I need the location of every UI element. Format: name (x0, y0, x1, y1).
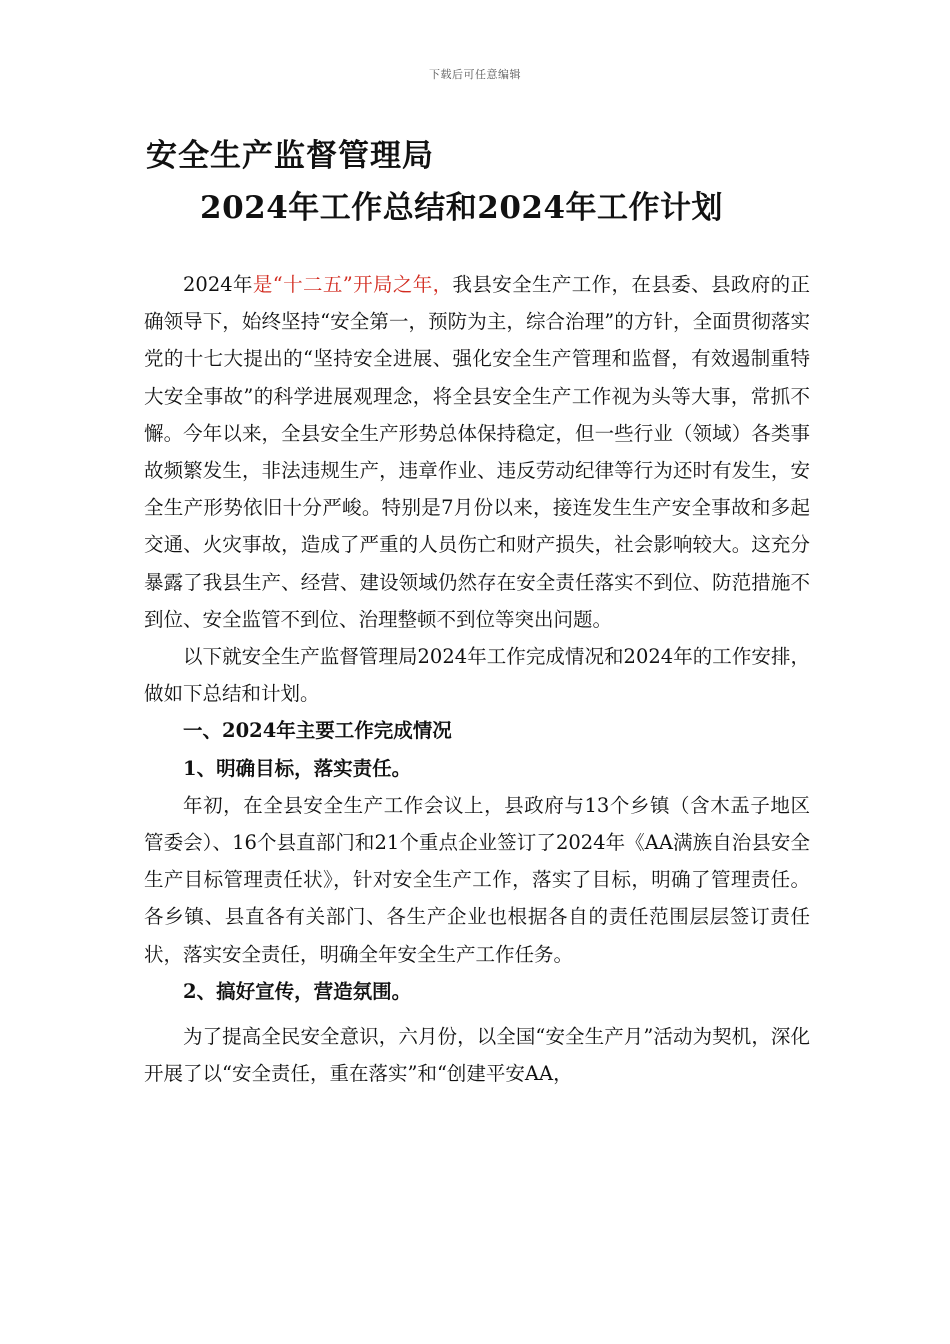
intro-text: 我县安全生产工作，在县委、县政府的正确领导下，始终坚持“安全第一，预防为主，综合治理”的方针，全面贯彻落实党的十七大提出的“坚持安全进展、强化安全生产管理和监督，有效遏制重特大安全事故”的科学进展观理念，将全县安全生产工作视为头等大事，常抓不懈。今年以来，全县安全生产形势总体保持稳定，但一些行业（领域）各类事故频繁发生，非法违规生产，违章作业、违反劳动纪律等行为还时有发生，安全生产形势依旧十分严峻。特别是7月份以来，接连发生生产安全事故和多起交通、火灾事故，造成了严重的人员伤亡和财产损失，社会影响较大。这充分暴露了我县生产、经营、建设领域仍然存在安全责任落实不到位、防范措施不到位、安全监管不到位、治理整顿不到位等突出问题。 (144, 273, 810, 631)
intro-highlight: 是“十二五”开局之年， (252, 273, 453, 296)
section-heading-1: 一、2024年主要工作完成情况 (183, 719, 452, 743)
document-body (144, 266, 810, 1092)
header-note: 下载后可任意编辑 (429, 68, 521, 81)
document-title-line1: 安全生产监督管理局 (146, 138, 434, 174)
paragraph-intro (144, 266, 810, 638)
paragraph-responsibility: 年初，在全县安全生产工作会议上，县政府与13个乡镇（含木盂子地区管委会）、16个县直部门和21个重点企业签订了2024年《AA满族自治县安全生产目标管理责任状》，针对安全生产工作，落实了目标，明确了管理责任。各乡镇、县直各有关部门、各生产企业也根据各自的责任范围层层签订责任状，落实安全责任，明确全年安全生产工作任务。 (144, 793, 810, 966)
intro-year: 2024年 (183, 273, 253, 296)
document-title-line2: 2024年工作总结和2024年工作计划 (200, 190, 724, 226)
subheading-2: 2、搞好宣传，营造氛围。 (183, 979, 412, 1003)
paragraph-summary-lead: 以下就安全生产监督管理局2024年工作完成情况和2024年的工作安排，做如下总结和计划。 (144, 645, 810, 706)
paragraph-publicity: 为了提高全民安全意识，六月份，以全国“安全生产月”活动为契机，深化开展了以“安全责任，重在落实”和“创建平安AA， (144, 1025, 810, 1086)
subheading-1: 1、明确目标，落实责任。 (183, 756, 412, 780)
